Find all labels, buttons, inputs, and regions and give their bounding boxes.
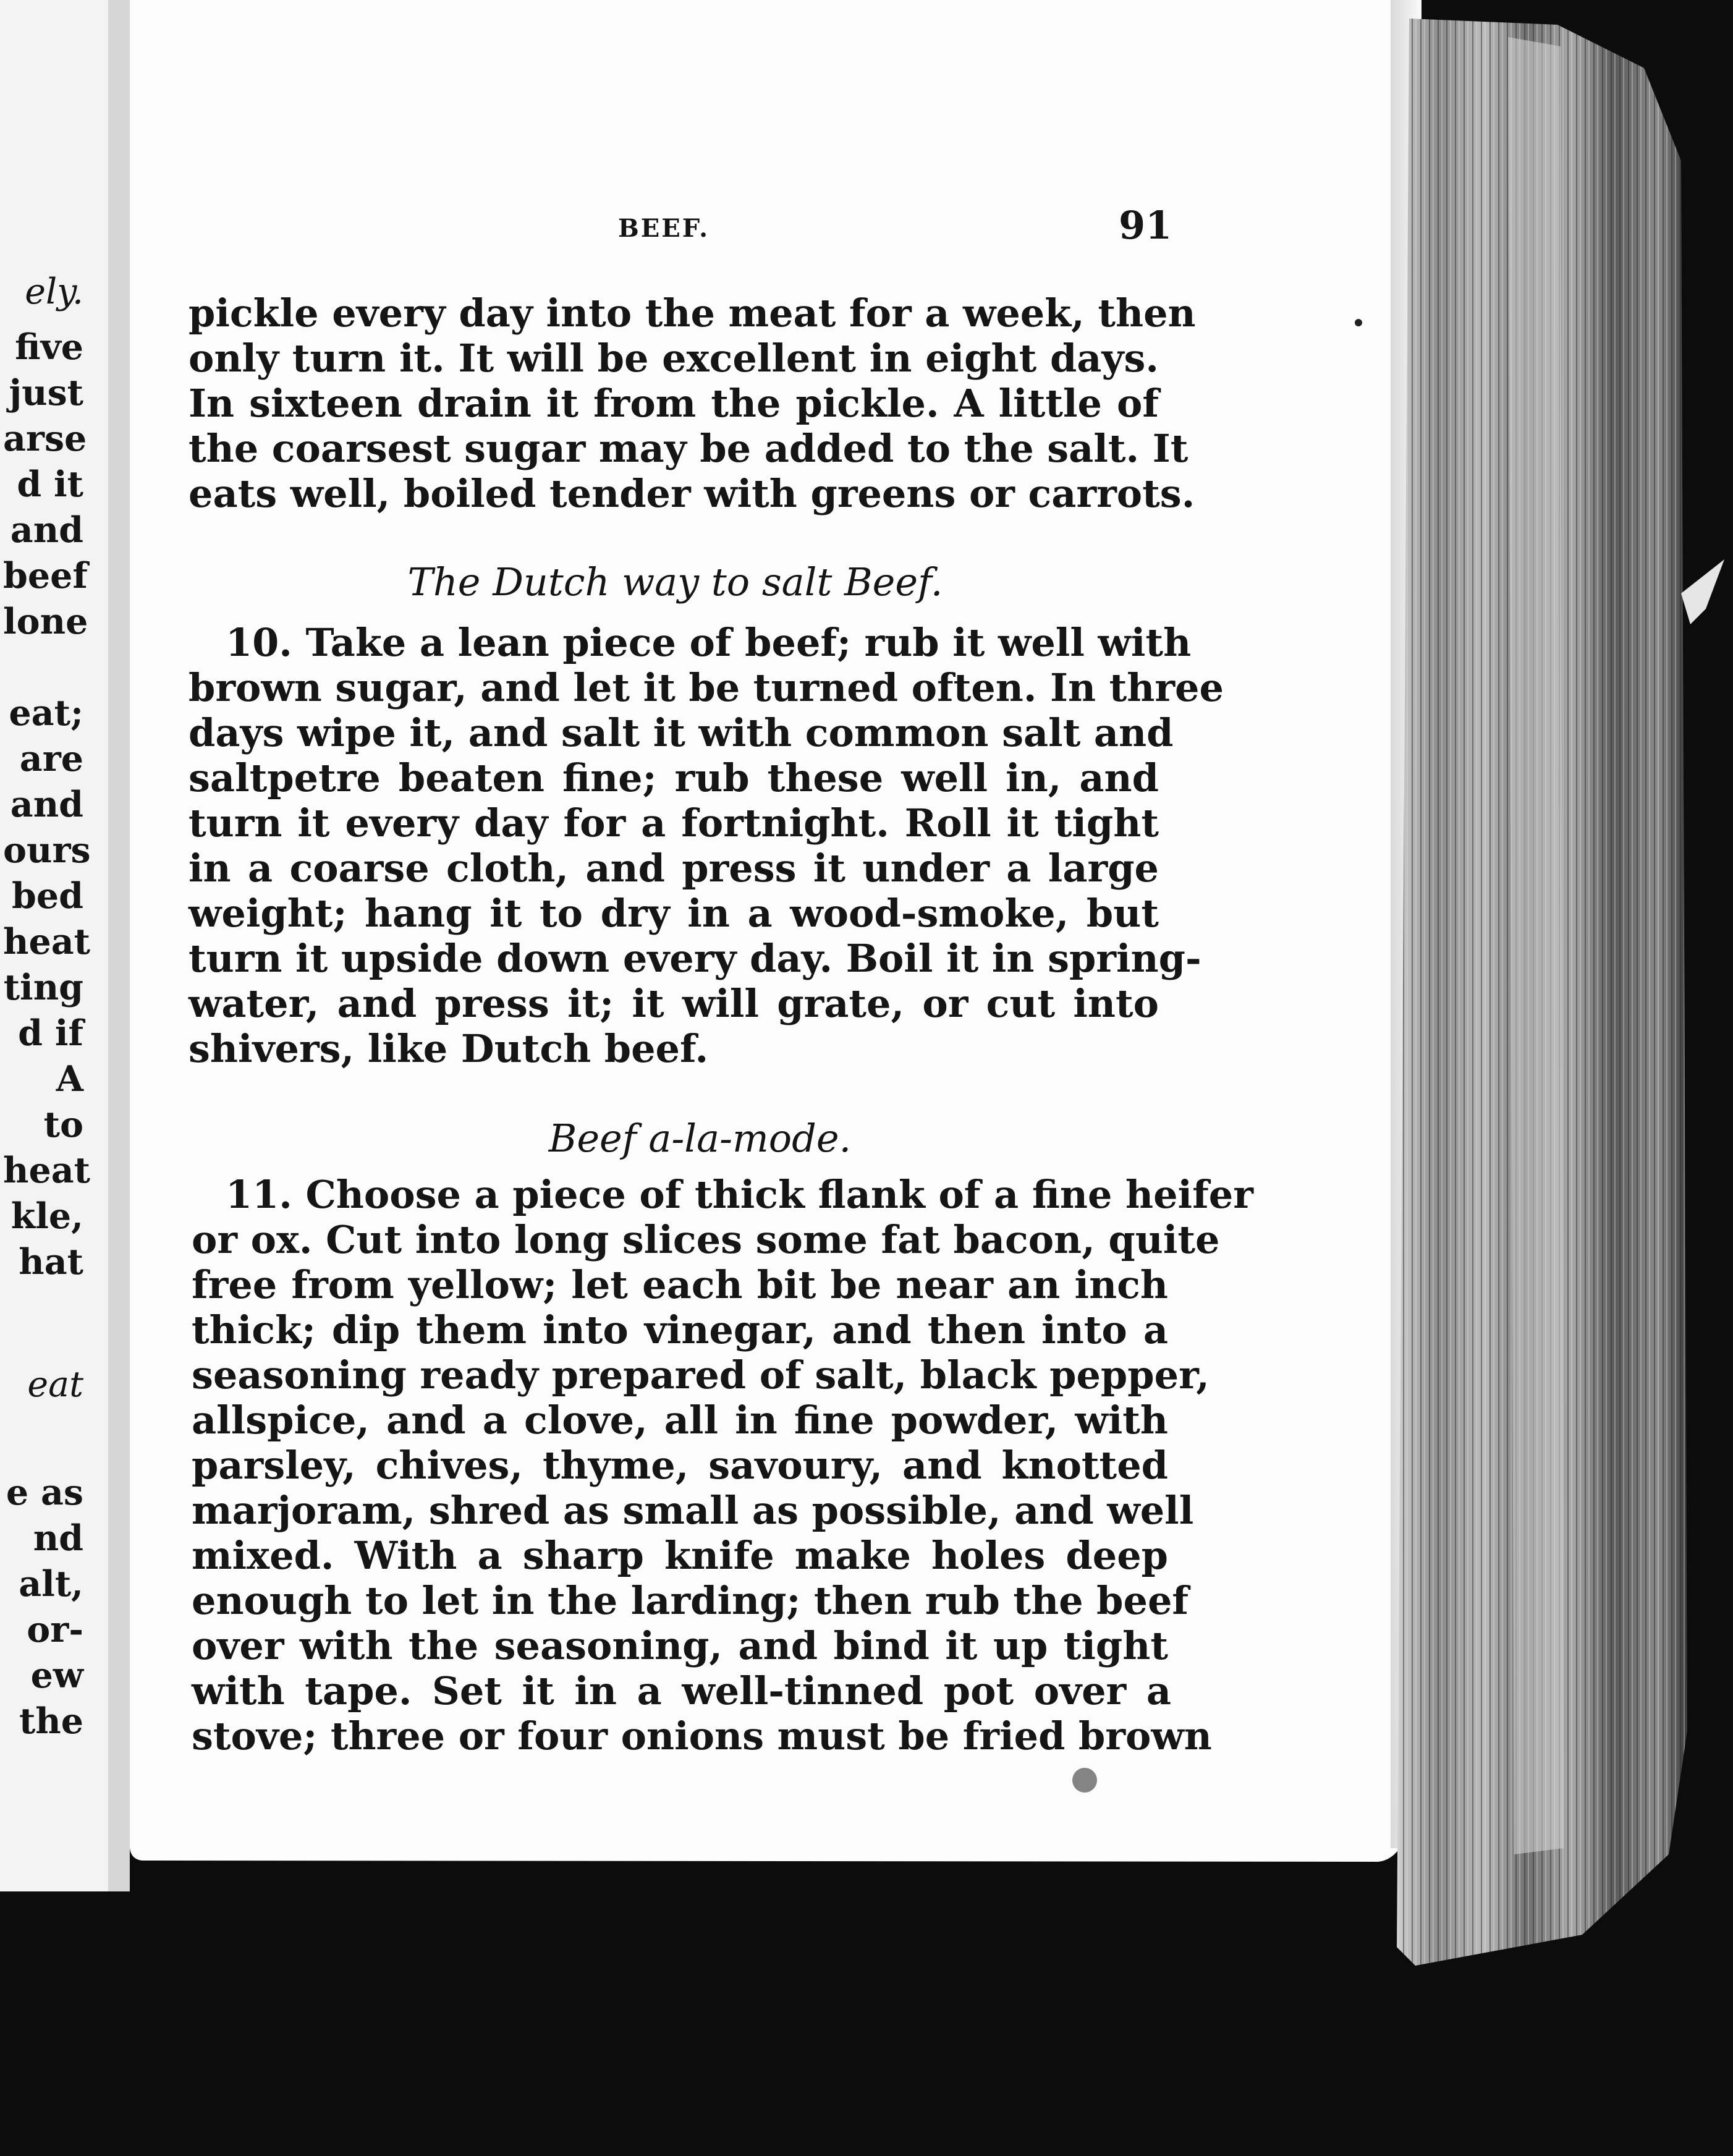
left-page-fragment: or-: [27, 1609, 83, 1650]
text-line: seasoning ready prepared of salt, black pepper,: [192, 1352, 1210, 1398]
left-page-fragment: and: [10, 784, 83, 825]
text-line: only turn it. It will be excellent in eight days.: [189, 336, 1159, 381]
right-page: [130, 0, 1397, 2156]
left-page-fragment: alt,: [19, 1563, 83, 1605]
text-line: In sixteen drain it from the pickle. A little of: [189, 381, 1159, 426]
text-line: or ox. Cut into long slices some fat bacon, quite: [192, 1217, 1220, 1262]
left-page-fragment: A: [56, 1058, 83, 1100]
text-line: allspice, and a clove, all in fine powder, with: [192, 1398, 1168, 1443]
running-head: BEEF.: [618, 214, 710, 243]
left-page-fragment: and: [10, 509, 83, 551]
text-line: the coarsest sugar may be added to the salt. It: [189, 426, 1189, 471]
left-page-fragment: ours: [3, 830, 91, 871]
left-page-fragment: just: [9, 372, 83, 414]
text-line: water, and press it; it will grate, or cut into: [189, 981, 1159, 1026]
text-line: enough to let in the larding; then rub the beef: [192, 1578, 1189, 1623]
text-line: 11. Choose a piece of thick flank of a fine heifer: [226, 1172, 1253, 1217]
left-page-fragment: ting: [3, 967, 83, 1008]
left-page-fragment: lone: [3, 601, 88, 642]
text-line: turn it upside down every day. Boil it in spring-: [189, 936, 1201, 981]
text-line: over with the seasoning, and bind it up tight: [192, 1623, 1168, 1668]
left-page-fragment: bed: [12, 875, 83, 917]
left-page-fragment: heat: [3, 1150, 90, 1191]
left-page-fragment: e as: [6, 1472, 83, 1513]
left-page-fragment: to: [43, 1104, 83, 1145]
text-line: weight; hang it to dry in a wood-smoke, but: [189, 891, 1159, 936]
left-page-fragment: d it: [17, 464, 83, 505]
left-page-fragment: are: [19, 738, 83, 779]
text-line: thick; dip them into vinegar, and then into a: [192, 1307, 1168, 1352]
left-page-fragment: eat: [27, 1364, 83, 1405]
text-line: stove; three or four onions must be fried brown: [192, 1713, 1212, 1759]
left-page-fragment: d if: [18, 1012, 83, 1054]
left-page-fragment: the: [19, 1700, 83, 1742]
text-line: shivers, like Dutch beef.: [189, 1026, 709, 1071]
left-page-fragment: eat;: [9, 692, 83, 734]
text-line: 10. Take a lean piece of beef; rub it well with: [226, 620, 1192, 665]
left-page-fragment: beef: [3, 555, 88, 596]
page-number: 91: [1119, 203, 1172, 248]
left-page-fragment: arse: [3, 418, 87, 459]
text-line: with tape. Set it in a well-tinned pot over a: [192, 1668, 1171, 1713]
text-line: in a coarse cloth, and press it under a large: [189, 846, 1159, 891]
text-line: free from yellow; let each bit be near an inch: [192, 1262, 1168, 1307]
left-page-fragment: kle,: [11, 1195, 83, 1237]
text-line: days wipe it, and salt it with common salt and: [189, 710, 1174, 755]
text-line: brown sugar, and let it be turned often. In three: [189, 665, 1224, 710]
text-line: marjoram, shred as small as possible, and well: [192, 1488, 1194, 1533]
text-line: parsley, chives, thyme, savoury, and knotted: [192, 1443, 1168, 1488]
text-line: eats well, boiled tender with greens or carrots.: [189, 471, 1195, 516]
left-page-fragment: five: [15, 326, 83, 368]
left-page-fragment: ew: [30, 1655, 83, 1696]
section-heading: The Dutch way to salt Beef.: [407, 559, 943, 605]
text-line: saltpetre beaten fine; rub these well in, and: [189, 755, 1159, 800]
text-line: turn it every day for a fortnight. Roll it tight: [189, 800, 1159, 846]
left-page-fragment: ely.: [25, 271, 83, 312]
text-line: pickle every day into the meat for a week, then: [189, 291, 1196, 336]
left-page-fragment: hat: [19, 1241, 83, 1283]
left-page-fragment: heat: [3, 921, 90, 962]
section-heading: Beef a-la-mode.: [548, 1116, 852, 1161]
text-line: mixed. With a sharp knife make holes deep: [192, 1533, 1168, 1578]
left-page-fragment: nd: [33, 1517, 83, 1559]
